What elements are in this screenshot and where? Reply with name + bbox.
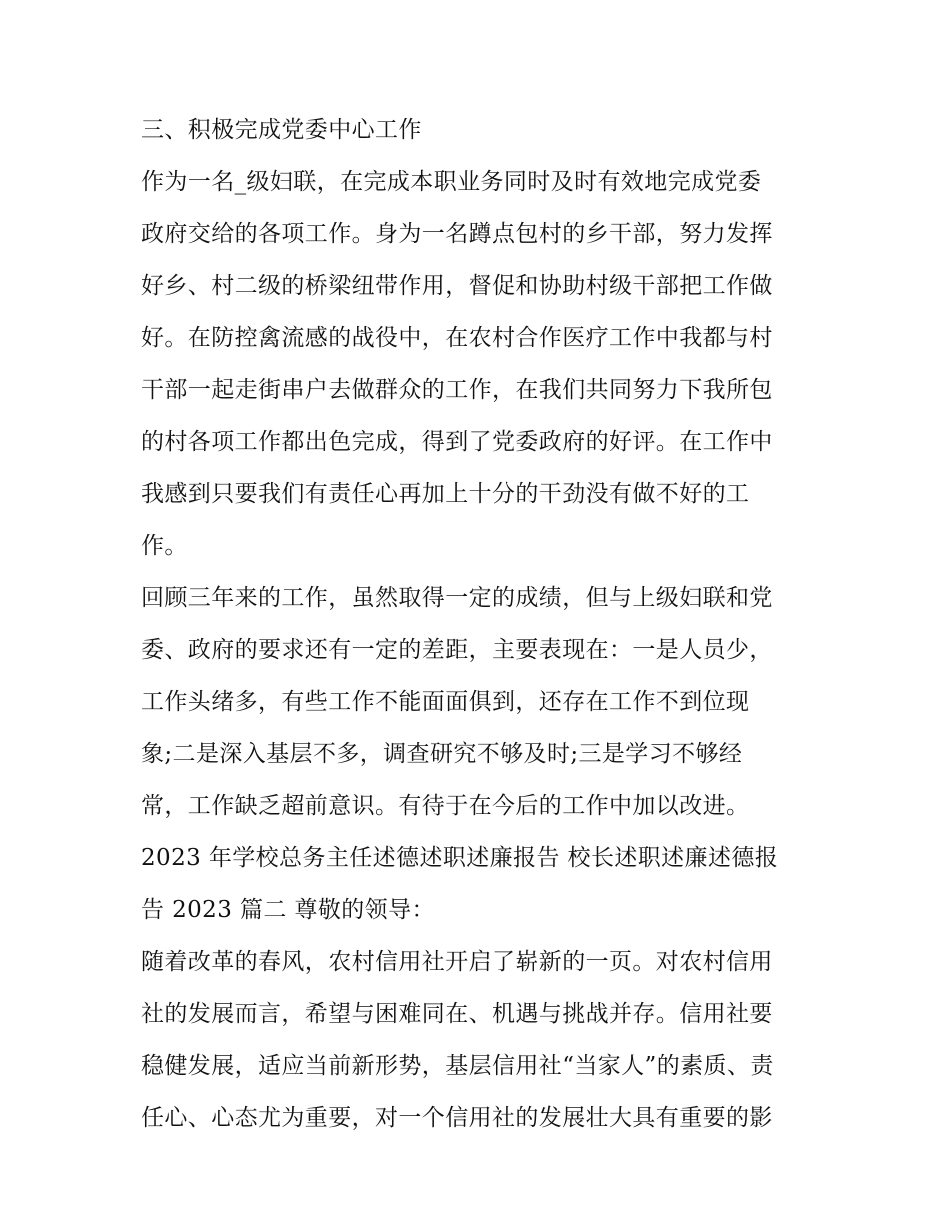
text-line: 常，工作缺乏超前意识。有待于在今后的工作中加以改进。 <box>141 793 750 819</box>
text-line: 社的发展而言，希望与困难同在、机遇与挑战并存。信用社要 <box>141 1001 773 1027</box>
report-title-line: 2023 年学校总务主任述德述职述廉报告 校长述职述廉述德报 <box>141 845 779 871</box>
text-line: 我感到只要我们有责任心再加上十分的干劲没有做不好的工 <box>141 481 750 507</box>
report-title-line: 告 2023 篇二 尊敬的领导： <box>141 897 435 923</box>
document-body <box>141 104 821 1144</box>
text-line: 干部一起走街串户去做群众的工作，在我们共同努力下我所包 <box>141 377 773 403</box>
text-line: 好。在防控禽流感的战役中，在农村合作医疗工作中我都与村 <box>141 325 773 351</box>
section-heading: 三、积极完成党委中心工作 <box>141 117 422 143</box>
text-line: 的村各项工作都出色完成，得到了党委政府的好评。在工作中 <box>141 429 773 455</box>
text-line: 政府交给的各项工作。身为一名蹲点包村的乡干部，努力发挥 <box>141 221 773 247</box>
text-line: 委、政府的要求还有一定的差距，主要表现在：一是人员少， <box>141 637 773 663</box>
text-line: 作。 <box>141 533 188 559</box>
text-line: 工作头绪多，有些工作不能面面俱到，还存在工作不到位现 <box>141 689 750 715</box>
text-line: 随着改革的春风，农村信用社开启了崭新的一页。对农村信用 <box>141 949 773 975</box>
text-line: 任心、心态尤为重要，对一个信用社的发展壮大具有重要的影 <box>141 1105 773 1131</box>
text-line: 好乡、村二级的桥梁纽带作用，督促和协助村级干部把工作做 <box>141 273 773 299</box>
text-line: 回顾三年来的工作，虽然取得一定的成绩，但与上级妇联和党 <box>141 585 773 611</box>
text-line: 稳健发展，适应当前新形势，基层信用社“当家人”的素质、责 <box>141 1053 774 1079</box>
text-line: 作为一名_级妇联，在完成本职业务同时及时有效地完成党委 <box>141 169 762 195</box>
text-line: 象;二是深入基层不多，调查研究不够及时;三是学习不够经 <box>141 741 743 767</box>
